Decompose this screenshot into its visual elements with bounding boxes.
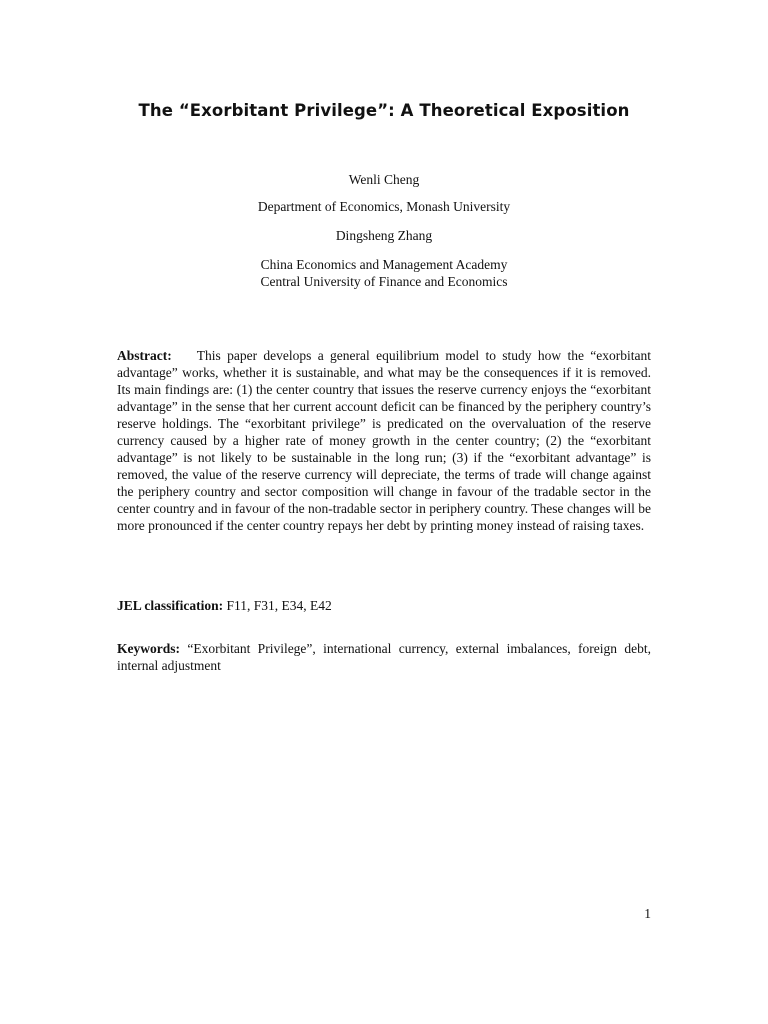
abstract-label: Abstract:	[117, 348, 172, 363]
author-affiliation-2a: China Economics and Management Academy	[260, 257, 508, 272]
jel-codes: F11, F31, E34, E42	[226, 598, 332, 613]
keywords-label: Keywords:	[117, 641, 180, 656]
paper-title: The “Exorbitant Privilege”: A Theoretical Exposition	[138, 101, 630, 120]
author-name-2: Dingsheng Zhang	[335, 228, 433, 243]
page-number: 1	[644, 906, 651, 921]
keywords-section	[117, 640, 651, 674]
abstract-text: This paper develops a general equilibrium model to study how the “exorbitant advantage” works, whether it is sustainable, and what may be the consequences if it is removed. Its main findings are: (1) the center country that issues the reserve currency enjoys the “exorbitant advantage” in the sense that her current account deficit can be financed by the periphery country’s reserve holdings. The “exorbitant privilege” is predicated on the overvaluation of the reserve currency caused by a higher rate of money growth in the center country; (2) the “exorbitant advantage” is not likely to be sustainable in the long run; (3) if the “exorbitant advantage” is removed, the value of the reserve currency will depreciate, the terms of trade will change against the periphery country and sector composition will change in favour of the tradable sector in the center country and in favour of the non-tradable sector in periphery country. These changes will be more pronounced if the center country repays her debt by printing money instead of raising taxes.	[117, 348, 651, 533]
keywords-text: “Exorbitant Privilege”, international currency, external imbalances, foreign debt, internal adjustment	[117, 641, 652, 673]
author-affiliation-1: Department of Economics, Monash University	[257, 199, 511, 214]
jel-section	[117, 597, 651, 614]
author-affiliation-2b: Central University of Finance and Economics	[260, 274, 508, 289]
abstract-section	[117, 347, 651, 534]
author-name-1: Wenli Cheng	[348, 172, 420, 187]
jel-label: JEL classification:	[117, 598, 224, 613]
